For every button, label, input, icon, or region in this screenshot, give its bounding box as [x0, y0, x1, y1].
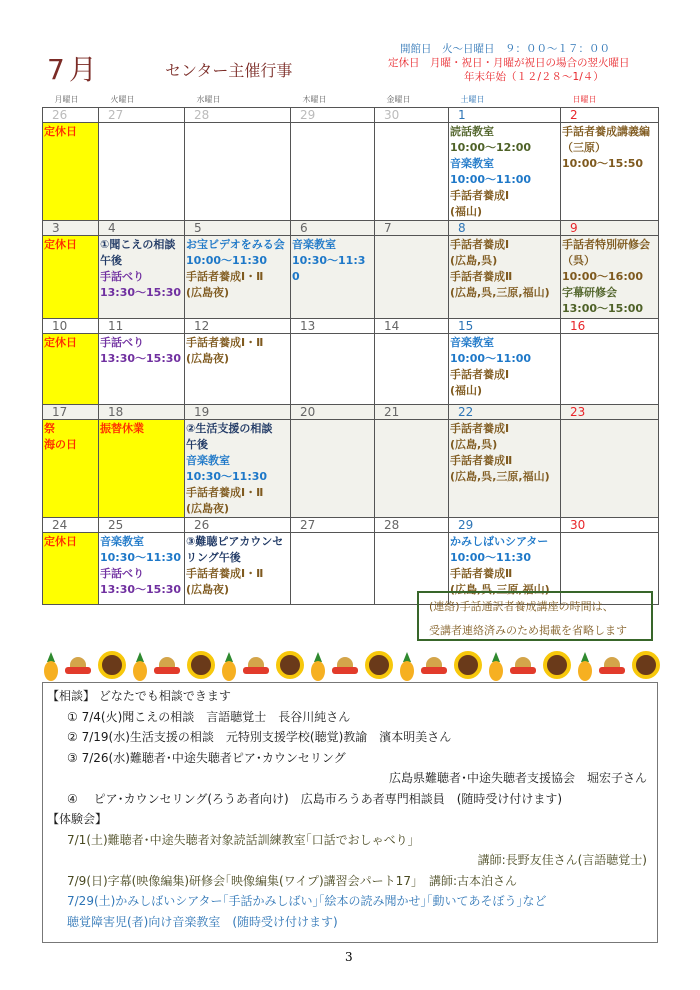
sunflower-icon [276, 651, 304, 679]
day-number: 13 [291, 319, 375, 334]
event-line: 10:00～11:30 [450, 551, 532, 564]
day-number: 29 [291, 108, 375, 123]
closed-days: 定休日 月曜・祝日・月曜が祝日の場合の翌火曜日 [388, 57, 630, 69]
weekday-label: 日曜日 [572, 94, 597, 104]
event-line: 10:00～12:00 [450, 141, 532, 154]
day-cell [375, 420, 449, 518]
day-cell [185, 236, 291, 319]
event-line: 定休日 [44, 125, 77, 138]
day-cell [43, 236, 99, 319]
day-cell [449, 420, 561, 518]
weekday-label: 水曜日 [196, 94, 221, 104]
straw-hat-icon [599, 657, 625, 677]
pineapple-icon [44, 652, 58, 682]
day-cell [291, 123, 375, 221]
day-cell [291, 533, 375, 605]
event-line: 振替休業 [100, 422, 144, 435]
day-number: 21 [375, 405, 449, 420]
event-line: 手話者養成Ⅰ [450, 189, 510, 202]
day-number: 19 [185, 405, 291, 420]
event-line: (広島,呉) [450, 254, 498, 267]
week-date-row [43, 518, 659, 533]
event-line: 手話者養成Ⅱ [450, 567, 513, 580]
page-title: センター主催行事 [165, 61, 293, 80]
event-line: 手話べり [100, 270, 144, 283]
day-number: 8 [449, 221, 561, 236]
event-line: 音楽教室 [450, 336, 494, 349]
event-line: 10:00～11:00 [450, 173, 532, 186]
day-cell [43, 420, 99, 518]
day-number: 30 [561, 518, 659, 533]
day-number: 5 [185, 221, 291, 236]
weekday-label: 月曜日 [54, 94, 79, 104]
event-line: 午後 [100, 254, 122, 267]
day-number: 29 [449, 518, 561, 533]
event-line: 10:30～11:30 [292, 254, 366, 283]
event-line: 手話者特別研修会 [562, 238, 650, 251]
notice-box [417, 591, 653, 641]
event-line: 定休日 [44, 238, 77, 251]
consult-heading: 【相談】 どなたでも相談できます [47, 689, 231, 703]
pineapple-icon [578, 652, 592, 682]
day-cell [561, 236, 659, 319]
event-line: 手話者養成Ⅱ [450, 270, 513, 283]
sunflower-icon [187, 651, 215, 679]
day-cell [185, 334, 291, 405]
week-event-row [43, 236, 659, 319]
info-box [42, 682, 658, 943]
week-event-row [43, 420, 659, 518]
day-cell [561, 420, 659, 518]
experience-lecturer: 講師:長野友佳さん(言語聴覚士) [477, 853, 647, 867]
day-cell [99, 236, 185, 319]
day-number: 12 [185, 319, 291, 334]
day-cell [43, 334, 99, 405]
day-number: 7 [375, 221, 449, 236]
event-line: 手話者養成Ⅰ [450, 422, 510, 435]
event-line: かみしばいシアター [450, 535, 549, 548]
day-number: 23 [561, 405, 659, 420]
day-number: 24 [43, 518, 99, 533]
event-line: 10:00～15:50 [562, 157, 644, 170]
sunflower-icon [632, 651, 660, 679]
page-number: 3 [345, 950, 353, 964]
week-date-row [43, 319, 659, 334]
event-line: 手話者養成Ⅱ [450, 454, 513, 467]
experience-item: 7/9(日)字幕(映像編集)研修会｢映像編集(ワイプ)講習会パート17｣ 講師:古本泊さん [67, 873, 517, 888]
event-line: 10:00～11:30 [186, 254, 268, 267]
event-line: お宝ビデオをみる会 [186, 238, 285, 251]
consult-item: ④ ピア･カウンセリング(ろうあ者向け) 広島市ろうあ者専門相談員 (随時受け付けます) [67, 791, 563, 806]
event-line: 午後 [186, 438, 208, 451]
pineapple-icon [311, 652, 325, 682]
consult-item: ① 7/4(火)聞こえの相談 言語聴覚士 長谷川純さん [67, 709, 351, 724]
day-number: 16 [561, 319, 659, 334]
day-number: 15 [449, 319, 561, 334]
event-line: 手話者養成Ⅰ [450, 368, 510, 381]
notice-line: (連絡)手話通訳者養成講座の時間は、 [429, 600, 614, 613]
day-number: 25 [99, 518, 185, 533]
new-year-closure: 年末年始（１２/２８～1/４） [464, 71, 604, 83]
event-line: 13:00～15:00 [562, 302, 644, 315]
straw-hat-icon [65, 657, 91, 677]
event-line: 字幕研修会 [562, 286, 617, 299]
experience-heading: 【体験会】 [47, 812, 108, 826]
week-event-row [43, 123, 659, 221]
day-number: 9 [561, 221, 659, 236]
day-number: 2 [561, 108, 659, 123]
consult-item-counselor: 広島県難聴者･中途失聴者支援協会 堀宏子さん [388, 771, 647, 785]
straw-hat-icon [510, 657, 536, 677]
week-event-row [43, 334, 659, 405]
event-line: (福山) [450, 205, 483, 218]
event-line: (広島,呉) [450, 438, 498, 451]
pineapple-icon [133, 652, 147, 682]
event-line: （呉） [562, 254, 595, 267]
sunflower-icon [543, 651, 571, 679]
experience-item: 聴覚障害児(者)向け音楽教室 (随時受け付けます) [67, 914, 338, 929]
event-line: (広島,呉,三原,福山) [450, 286, 550, 299]
week-date-row [43, 405, 659, 420]
day-number: 1 [449, 108, 561, 123]
pineapple-icon [489, 652, 503, 682]
day-cell [449, 236, 561, 319]
week-date-row [43, 221, 659, 236]
event-line: 手話者養成Ⅰ・Ⅱ [186, 336, 264, 349]
day-number: 3 [43, 221, 99, 236]
day-cell [449, 123, 561, 221]
calendar-table [42, 93, 659, 605]
event-line: (福山) [450, 384, 483, 397]
event-line: 10:30～11:30 [186, 470, 268, 483]
weekday-label: 土曜日 [460, 94, 485, 104]
consult-item: ② 7/19(水)生活支援の相談 元特別支援学校(聴覚)教諭 濱本明美さん [67, 730, 452, 744]
event-line: (広島夜) [186, 502, 230, 515]
day-number: 30 [375, 108, 449, 123]
weekday-label: 金曜日 [386, 94, 411, 104]
experience-item: 7/1(土)難聴者･中途失聴者対象読話訓練教室｢口話でおしゃべり｣ [67, 832, 414, 847]
experience-item: 7/29(土)かみしばいシアター｢手話かみしばい｣｢絵本の読み聞かせ｣｢動いてあそぼう｣など [67, 894, 547, 908]
sunflower-icon [365, 651, 393, 679]
event-line: 手話べり [100, 336, 144, 349]
day-number: 26 [185, 518, 291, 533]
day-cell [185, 533, 291, 605]
weekday-label: 火曜日 [110, 94, 135, 104]
weekday-label: 木曜日 [302, 94, 327, 104]
event-line: 祭 [44, 422, 55, 435]
straw-hat-icon [154, 657, 180, 677]
day-cell [375, 334, 449, 405]
event-line: 手話者養成講義編 [562, 125, 650, 138]
day-number: 28 [185, 108, 291, 123]
event-line: 音楽教室 [292, 238, 336, 251]
day-cell [291, 334, 375, 405]
day-cell [99, 123, 185, 221]
day-cell [43, 123, 99, 221]
pineapple-icon [400, 652, 414, 682]
event-line: 13:30～15:30 [100, 286, 182, 299]
event-line: 定休日 [44, 535, 77, 548]
day-cell [185, 123, 291, 221]
weekday-header-row [43, 93, 659, 108]
event-line: （三原） [562, 141, 606, 154]
day-cell [375, 236, 449, 319]
day-number: 4 [99, 221, 185, 236]
day-number: 28 [375, 518, 449, 533]
event-line: 音楽教室 [100, 535, 144, 548]
day-cell [291, 236, 375, 319]
day-cell [99, 334, 185, 405]
day-number: 11 [99, 319, 185, 334]
opening-hours [388, 42, 658, 84]
day-cell [449, 334, 561, 405]
sunflower-icon [454, 651, 482, 679]
event-line: 音楽教室 [450, 157, 494, 170]
event-line: (広島,呉,三原,福山) [450, 583, 550, 596]
event-line: 定休日 [44, 336, 77, 349]
day-number: 10 [43, 319, 99, 334]
event-line: 音楽教室 [186, 454, 230, 467]
event-line: ③難聴ピアカウンセ [186, 535, 284, 548]
day-cell [185, 420, 291, 518]
day-number: 14 [375, 319, 449, 334]
day-number: 27 [291, 518, 375, 533]
straw-hat-icon [243, 657, 269, 677]
day-number: 27 [99, 108, 185, 123]
event-line: (広島夜) [186, 352, 230, 365]
event-line: 海の日 [44, 438, 77, 451]
day-cell [99, 533, 185, 605]
day-cell [561, 334, 659, 405]
day-number: 17 [43, 405, 99, 420]
week-date-row [43, 108, 659, 123]
event-line: 10:00～16:00 [562, 270, 644, 283]
month-title: 7月 [47, 53, 101, 86]
day-number: 26 [43, 108, 99, 123]
day-cell [99, 420, 185, 518]
consult-item: ③ 7/26(水)難聴者･中途失聴者ピア･カウンセリング [67, 750, 346, 765]
straw-hat-icon [421, 657, 447, 677]
event-line: 手話べり [100, 567, 144, 580]
event-line: 10:30～11:30 [100, 551, 182, 564]
event-line: (広島,呉,三原,福山) [450, 470, 550, 483]
day-cell [43, 533, 99, 605]
event-line: (広島夜) [186, 583, 230, 596]
event-line: (広島夜) [186, 286, 230, 299]
day-cell [561, 123, 659, 221]
event-line: 手話者養成Ⅰ・Ⅱ [186, 567, 264, 580]
event-line: 手話者養成Ⅰ [450, 238, 510, 251]
summer-decoration-border [44, 648, 660, 682]
straw-hat-icon [332, 657, 358, 677]
event-line: 13:30～15:30 [100, 352, 182, 365]
event-line: 手話者養成Ⅰ・Ⅱ [186, 270, 264, 283]
event-line: 13:30～15:30 [100, 583, 182, 596]
day-number: 6 [291, 221, 375, 236]
notice-line: 受講者連絡済みのため掲載を省略します [429, 624, 627, 637]
event-line: ②生活支援の相談 [186, 422, 273, 435]
event-line: 10:00～11:00 [450, 352, 532, 365]
day-number: 18 [99, 405, 185, 420]
open-days: 開館日 火～日曜日 ９：００～１７：００ [400, 43, 610, 55]
event-line: ①聞こえの相談 [100, 238, 176, 251]
day-cell [291, 420, 375, 518]
day-number: 22 [449, 405, 561, 420]
pineapple-icon [222, 652, 236, 682]
day-cell [375, 123, 449, 221]
event-line: リング午後 [186, 551, 241, 564]
event-line: 手話者養成Ⅰ・Ⅱ [186, 486, 264, 499]
event-line: 読話教室 [450, 125, 494, 138]
sunflower-icon [98, 651, 126, 679]
day-number: 20 [291, 405, 375, 420]
